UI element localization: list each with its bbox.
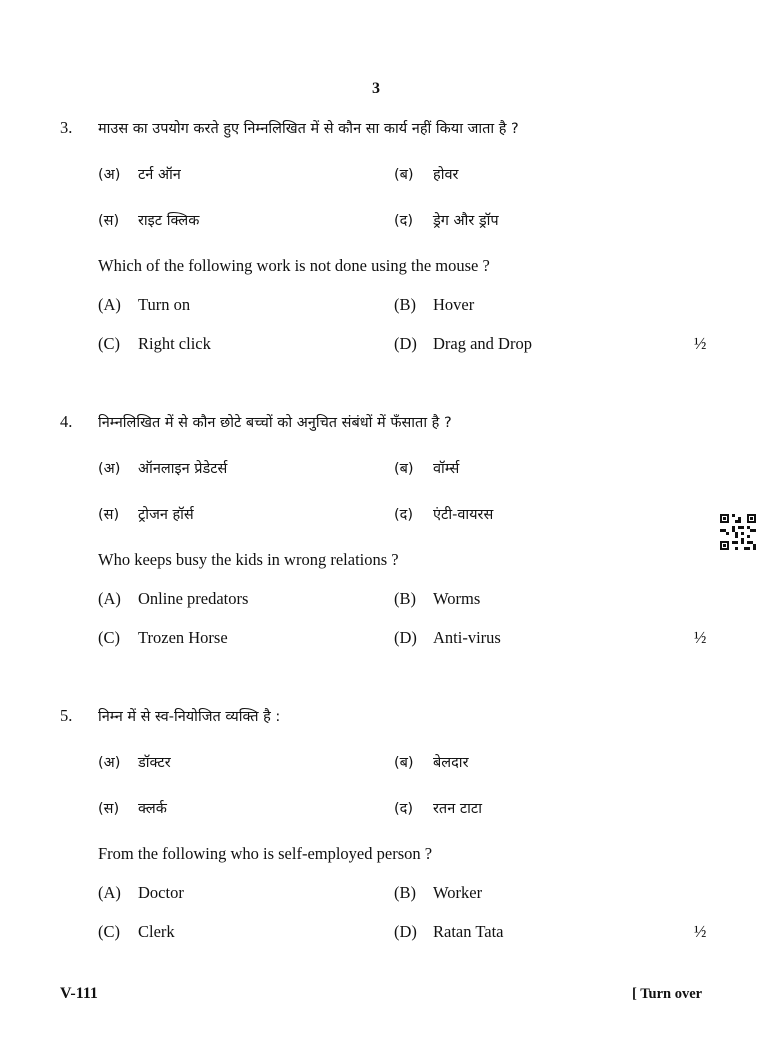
option-tag: (C) xyxy=(98,628,120,647)
question-number: 3. xyxy=(60,118,73,137)
hindi-option-a: डॉक्टर xyxy=(138,755,171,771)
hindi-question-stem: निम्नलिखित में से कौन छोटे बच्चों को अनुचित संबंधों में फँसाता है ? xyxy=(98,415,452,431)
option-tag: (A) xyxy=(98,295,121,314)
option-tag: (ब) xyxy=(394,167,414,183)
hindi-option-d: एंटी-वायरस xyxy=(433,507,494,523)
english-option-b: Worker xyxy=(433,883,483,902)
hindi-option-b: वॉर्म्स xyxy=(433,461,460,477)
english-option-a: Turn on xyxy=(138,295,191,314)
option-tag: (द) xyxy=(394,213,414,229)
option-tag: (स) xyxy=(98,213,120,229)
marks: ½ xyxy=(694,334,707,353)
option-tag: (अ) xyxy=(98,755,121,771)
english-option-c: Clerk xyxy=(138,922,175,941)
hindi-option-c: क्लर्क xyxy=(138,801,167,817)
english-option-d: Ratan Tata xyxy=(433,922,504,941)
option-tag: (C) xyxy=(98,922,120,941)
hindi-option-d: ड्रेग और ड्रॉप xyxy=(433,213,499,229)
question-number: 5. xyxy=(60,706,73,725)
hindi-question-stem: माउस का उपयोग करते हुए निम्नलिखित में से कौन सा कार्य नहीं किया जाता है ? xyxy=(98,121,519,137)
option-tag: (B) xyxy=(394,883,416,902)
english-question-stem: Which of the following work is not done using the mouse ? xyxy=(98,256,490,275)
english-option-b: Hover xyxy=(433,295,475,314)
hindi-option-b: बेलदार xyxy=(433,755,469,771)
hindi-option-b: होवर xyxy=(433,167,459,183)
option-tag: (स) xyxy=(98,801,120,817)
option-tag: (ब) xyxy=(394,755,414,771)
qr-code-icon xyxy=(720,514,756,550)
marks: ½ xyxy=(694,922,707,941)
option-tag: (अ) xyxy=(98,461,121,477)
english-option-d: Anti-virus xyxy=(433,628,501,647)
hindi-option-c: राइट क्लिक xyxy=(138,213,200,229)
question-number: 4. xyxy=(60,412,73,431)
option-tag: (स) xyxy=(98,507,120,523)
turn-over-note: [ Turn over xyxy=(632,986,703,1002)
english-option-b: Worms xyxy=(433,589,481,608)
hindi-question-stem: निम्न में से स्व-नियोजित व्यक्ति है : xyxy=(98,709,281,725)
option-tag: (D) xyxy=(394,922,417,941)
english-question-stem: From the following who is self-employed person ? xyxy=(98,844,433,863)
option-tag: (D) xyxy=(394,628,417,647)
english-question-stem: Who keeps busy the kids in wrong relations ? xyxy=(98,550,399,569)
option-tag: (D) xyxy=(394,334,417,353)
paper-code: V-111 xyxy=(60,985,98,1002)
option-tag: (द) xyxy=(394,507,414,523)
option-tag: (B) xyxy=(394,589,416,608)
option-tag: (A) xyxy=(98,883,121,902)
option-tag: (द) xyxy=(394,801,414,817)
english-option-d: Drag and Drop xyxy=(433,334,532,353)
hindi-option-a: ऑनलाइन प्रेडेटर्स xyxy=(138,461,228,477)
english-option-a: Online predators xyxy=(138,589,249,608)
hindi-option-c: ट्रोजन हॉर्स xyxy=(138,507,194,523)
marks: ½ xyxy=(694,628,707,647)
hindi-option-d: रतन टाटा xyxy=(433,801,482,817)
english-option-c: Right click xyxy=(138,334,211,353)
hindi-option-a: टर्न ऑन xyxy=(138,167,181,183)
option-tag: (अ) xyxy=(98,167,121,183)
option-tag: (B) xyxy=(394,295,416,314)
option-tag: (C) xyxy=(98,334,120,353)
option-tag: (A) xyxy=(98,589,121,608)
option-tag: (ब) xyxy=(394,461,414,477)
english-option-c: Trozen Horse xyxy=(138,628,228,647)
page-number: 3 xyxy=(372,80,380,97)
english-option-a: Doctor xyxy=(138,883,184,902)
